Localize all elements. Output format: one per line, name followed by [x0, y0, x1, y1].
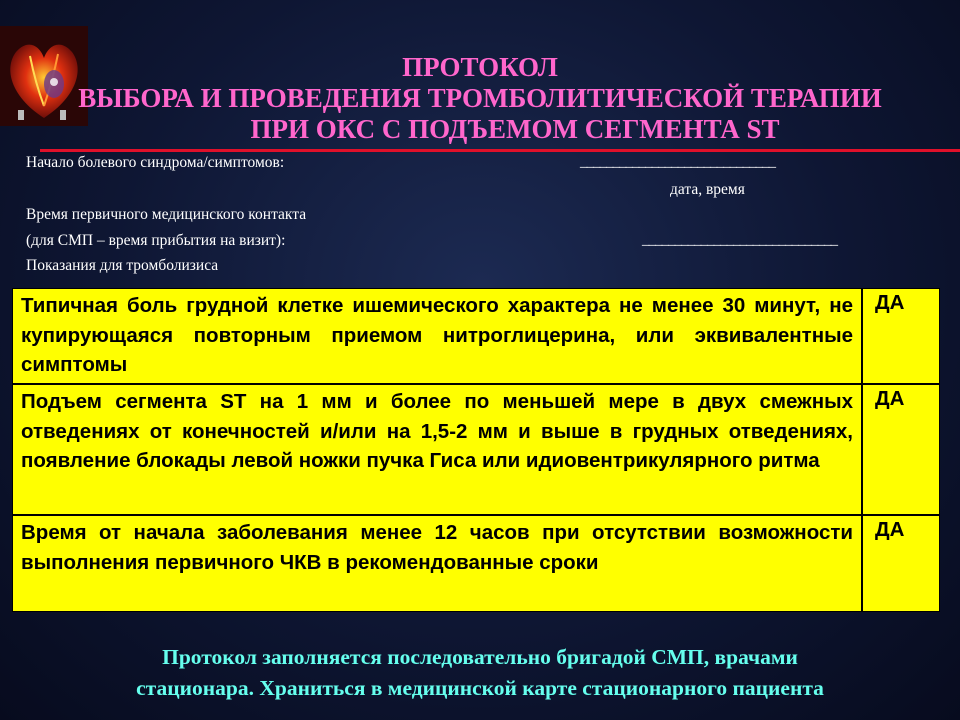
title-line-3: ПРИ ОКС С ПОДЪЕМОМ СЕГМЕНТА ST — [250, 114, 780, 144]
contact-label-line-2: (для СМП – время прибытия на визит): — [26, 232, 286, 249]
date-time-label: дата, время — [670, 181, 745, 198]
criterion-answer: ДА — [875, 387, 905, 410]
title-line-1: ПРОТОКОЛ — [402, 52, 558, 82]
criterion-text: Типичная боль грудной клетке ишемического характера не менее 30 минут, не купирующаяся повторным приемом нитроглицерина, или эквивалентные симптомы — [13, 289, 863, 383]
indications-table — [12, 288, 940, 612]
contact-label-line-1: Время первичного медицинского контакта — [26, 206, 307, 223]
footer-note — [20, 642, 940, 704]
footer-line-1: Протокол заполняется последовательно бригадой СМП, врачами — [162, 645, 798, 669]
onset-label: Начало болевого синдрома/симптомов: — [26, 154, 285, 171]
onset-blank-field[interactable]: ______________________________ — [580, 154, 775, 170]
table-row — [13, 516, 939, 611]
criterion-text: Подъем сегмента ST на 1 мм и более по меньшей мере в двух смежных отведениях от конечностей и/или на 1,5-2 мм и выше в грудных отведениях, появление блокады левой ножки пучка Гиса или идиовентрикулярного ритма — [13, 385, 863, 514]
criterion-answer: ДА — [875, 518, 905, 541]
criterion-text: Время от начала заболевания менее 12 часов при отсутствии возможности выполнения первичного ЧКВ в рекомендованные сроки — [13, 516, 863, 611]
slide-title — [40, 52, 920, 145]
footer-line-2: стационара. Храниться в медицинской карте стационарного пациента — [136, 676, 824, 700]
title-divider — [40, 149, 960, 152]
indications-label: Показания для тромболизиса — [26, 257, 219, 274]
title-line-2: ВЫБОРА И ПРОВЕДЕНИЯ ТРОМБОЛИТИЧЕСКОЙ ТЕРАПИИ — [78, 83, 882, 113]
criterion-answer: ДА — [875, 291, 905, 314]
contact-blank-field[interactable]: ______________________________ — [642, 232, 837, 248]
table-row — [13, 289, 939, 385]
table-row — [13, 385, 939, 516]
